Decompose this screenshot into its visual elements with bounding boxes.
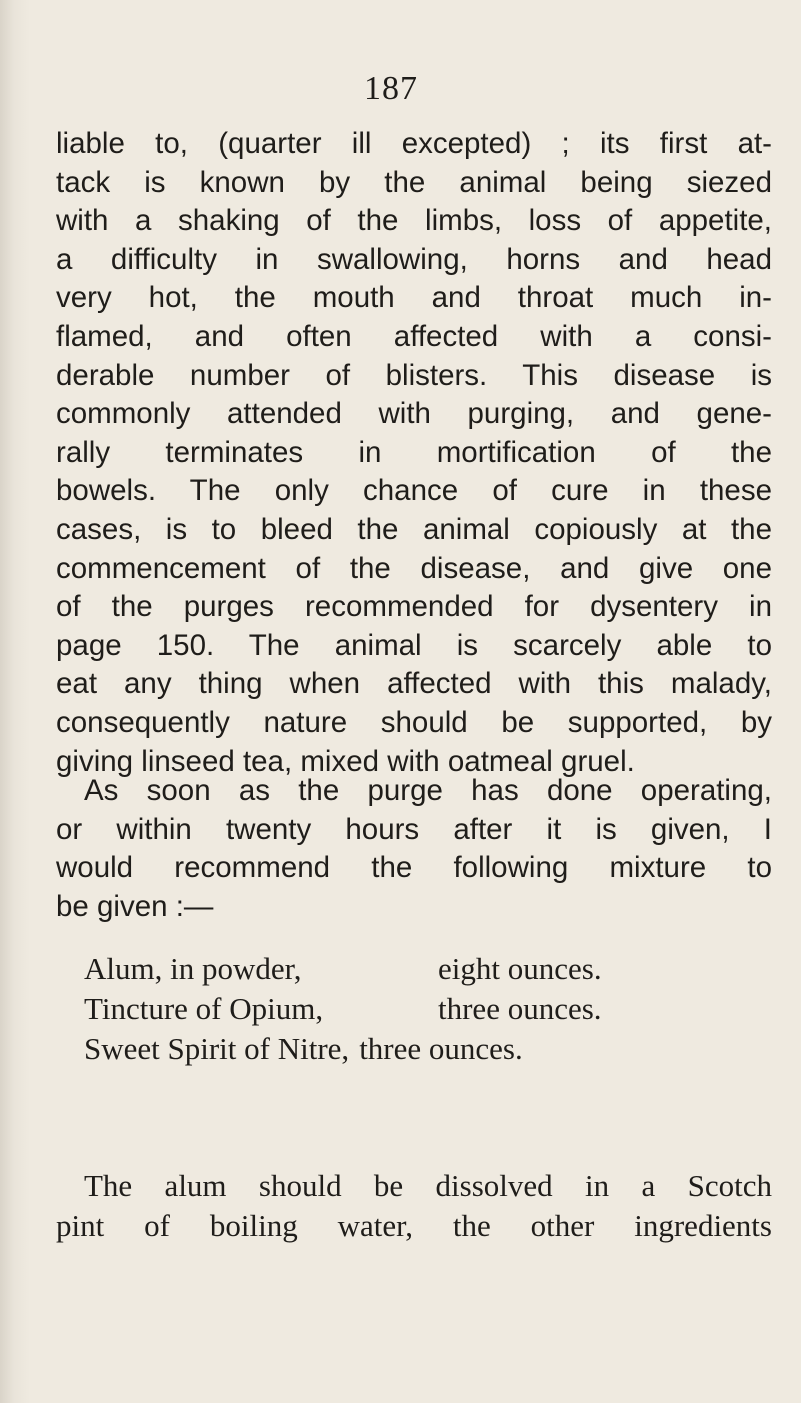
text-line: commencement of the disease, and give one [56, 551, 772, 585]
recipe-row [84, 1029, 602, 1069]
text-line: bowels. The only chance of cure in these [56, 474, 772, 508]
text-line: would recommend the following mixture to [56, 851, 772, 885]
text-line: flamed, and often affected with a consi- [56, 319, 772, 353]
recipe-row [84, 989, 602, 1029]
text-line: of the purges recommended for dysentery in [56, 590, 772, 624]
paragraph-mixture-intro [56, 772, 772, 926]
recipe-ingredient: Sweet Spirit of Nitre, [84, 1031, 350, 1066]
text-line: commonly attended with purging, and gene- [56, 397, 772, 431]
text-line: very hot, the mouth and throat much in- [56, 281, 772, 315]
recipe-list [84, 949, 602, 1069]
recipe-amount: three ounces. [359, 1031, 523, 1066]
text-line: be given :— [56, 889, 214, 923]
text-line: with a shaking of the limbs, loss of appetite, [56, 204, 772, 238]
text-line: tack is known by the animal being siezed [56, 165, 772, 199]
text-line: a difficulty in swallowing, horns and head [56, 242, 772, 276]
text-line: giving linseed tea, mixed with oatmeal gruel. [56, 744, 635, 778]
recipe-amount: three ounces. [438, 991, 602, 1026]
text-line: eat any thing when affected with this malady, [56, 667, 772, 701]
recipe-ingredient: Alum, in powder, [84, 951, 302, 986]
text-line: derable number of blisters. This disease is [56, 358, 772, 392]
recipe-amount: eight ounces. [438, 951, 602, 986]
text-line: pint of boiling water, the other ingredients [56, 1208, 772, 1243]
text-line: or within twenty hours after it is given, I [56, 812, 772, 846]
page-number: 187 [364, 70, 418, 107]
recipe-row [84, 949, 602, 989]
paragraph-dissolve-instructions [56, 1166, 772, 1246]
recipe-ingredient: Tincture of Opium, [84, 991, 324, 1026]
text-line: consequently nature should be supported, by [56, 705, 772, 739]
text-line: As soon as the purge has done operating, [84, 774, 772, 807]
text-line: The alum should be dissolved in a Scotch [84, 1168, 772, 1203]
text-line: cases, is to bleed the animal copiously at the [56, 512, 772, 546]
text-line: liable to, (quarter ill excepted) ; its first at- [56, 127, 772, 160]
text-line: page 150. The animal is scarcely able to [56, 628, 772, 662]
paragraph-disease-description [56, 125, 772, 781]
text-line: rally terminates in mortification of the [56, 435, 772, 469]
